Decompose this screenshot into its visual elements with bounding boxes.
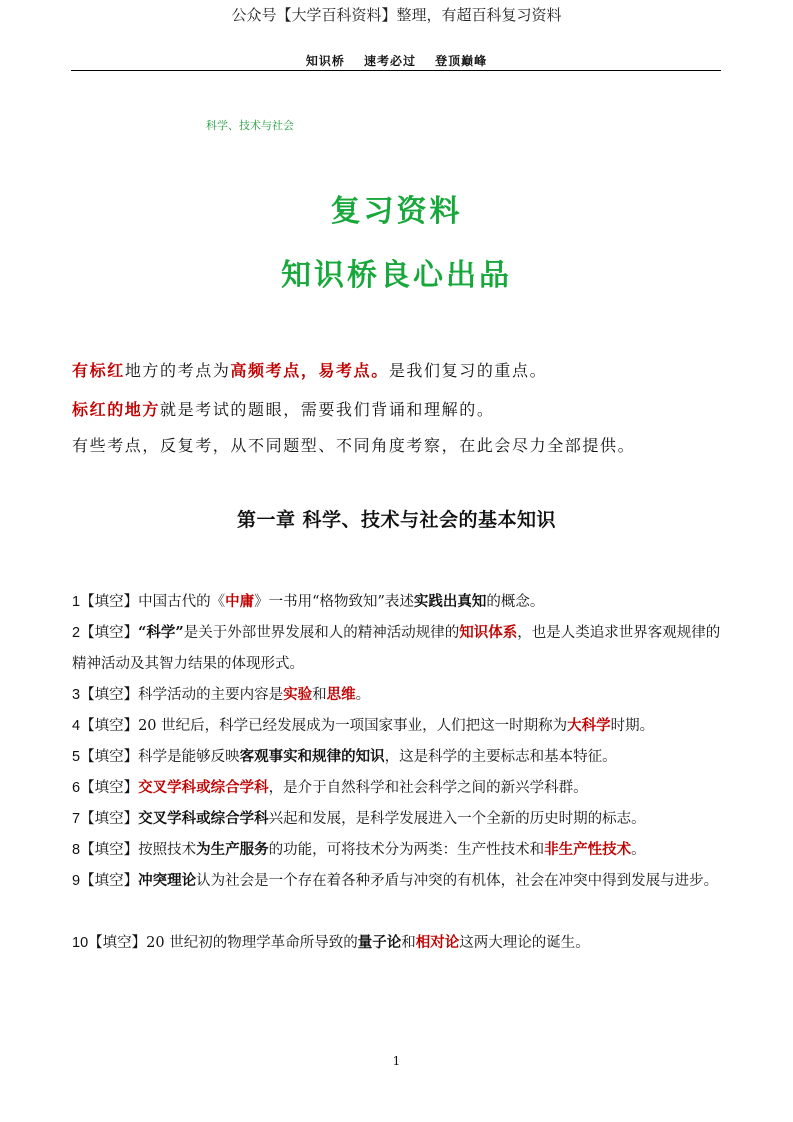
question-item [72, 741, 722, 773]
question-text: 的概念。 [486, 594, 545, 610]
notice-text: 就是考试的题眼，需要我们背诵和理解的。 [160, 400, 495, 419]
question-number: 9 [72, 873, 81, 889]
question-text: ，这是科学的主要标志和基本特征。 [384, 749, 617, 765]
question-text: 20 世纪后，科学已经发展成为一项国家事业，人们把这一时期称为 [138, 718, 568, 734]
notice-red-phrase: 标红的地方 [72, 400, 161, 419]
key-term-bold: “科学” [138, 624, 184, 641]
key-term-bold: 冲突理论 [138, 872, 197, 889]
question-type-tag: 【填空】 [80, 780, 139, 796]
key-term-red: 相对论 [415, 934, 460, 951]
question-item [72, 617, 722, 680]
key-term-red: 交叉学科或综合学科 [138, 779, 269, 796]
running-header: 知识桥 速考必过 登顶巅峰 [305, 54, 488, 68]
notice-line-1 [72, 358, 547, 381]
question-item [72, 865, 722, 897]
question-item [72, 834, 722, 866]
key-term-bold: 量子论 [357, 934, 402, 951]
question-text: 时期。 [610, 718, 655, 734]
key-term-red: 实验 [283, 686, 313, 703]
key-term-red: 大科学 [567, 717, 611, 734]
question-type-tag: 【填空】 [88, 935, 147, 951]
chapter-title: 第一章 科学、技术与社会的基本知识 [236, 509, 557, 531]
key-term-bold: 交叉学科或综合学科 [138, 810, 269, 827]
notice-red-phrase: 有标红 [72, 361, 125, 380]
question-number: 4 [72, 718, 81, 734]
question-text: 》一书用“格物致知”表述 [254, 594, 414, 610]
question-number: 5 [72, 749, 81, 765]
key-term-bold: 客观事实和规律的知识 [239, 748, 385, 765]
question-text: 。 [631, 842, 646, 858]
question-text: 和 [312, 687, 327, 703]
question-item [72, 803, 722, 835]
question-text: 。 [355, 687, 371, 703]
question-text: ，也是人类追求世界客观规律的精神活动及其智力结果的体现形式。 [72, 625, 721, 672]
question-number: 8 [72, 842, 81, 858]
key-term-bold: 实践出真知 [413, 593, 487, 610]
question-number: 2 [72, 625, 81, 641]
key-term-red: 知识体系 [459, 624, 518, 641]
question-text: 按照技术 [138, 842, 197, 858]
key-term-red: 思维 [326, 686, 356, 703]
question-number: 10 [72, 935, 89, 951]
question-type-tag: 【填空】 [80, 687, 139, 703]
question-item [72, 679, 722, 711]
question-text: 是关于外部世界发展和人的精神活动规律的 [183, 625, 460, 641]
question-type-tag: 【填空】 [80, 594, 139, 610]
question-text: 的功能，可将技术分为两类：生产性技术和 [268, 842, 545, 858]
notice-text: 地方的考点为 [124, 361, 231, 380]
page-number: 1 [392, 1054, 401, 1068]
question-item [72, 586, 722, 618]
question-number: 7 [72, 811, 81, 827]
question-type-tag: 【填空】 [80, 718, 139, 734]
question-item [72, 710, 722, 742]
notice-text: 是我们复习的重点。 [388, 361, 548, 380]
question-item [72, 772, 722, 804]
question-text: 科学是能够反映 [138, 749, 240, 765]
question-item [72, 927, 722, 959]
question-text: 科学活动的主要内容是 [138, 687, 284, 703]
question-text: 兴起和发展，是科学发展进入一个全新的历史时期的标志。 [268, 811, 646, 827]
question-text: 20 世纪初的物理学革命所导致的 [146, 935, 358, 951]
question-text: 和 [401, 935, 416, 951]
question-text: 这两大理论的诞生。 [459, 935, 590, 951]
doc-title: 复习资料 [330, 194, 463, 229]
key-term-bold: 为生产服务 [196, 841, 269, 858]
question-type-tag: 【填空】 [80, 873, 139, 889]
doc-subtitle: 知识桥良心出品 [281, 258, 512, 293]
notice-red-phrase: 高频考点，易考点。 [230, 361, 389, 380]
question-type-tag: 【填空】 [80, 749, 139, 765]
subject-label: 科学、技术与社会 [206, 119, 294, 132]
source-note: 公众号【大学百科资料】整理，有超百科复习资料 [231, 6, 562, 24]
question-number: 1 [72, 594, 81, 610]
question-type-tag: 【填空】 [80, 625, 139, 641]
notice-line-2 [72, 397, 494, 420]
question-text: 认为社会是一个存在着各种矛盾与冲突的有机体，社会在冲突中得到发展与进步。 [196, 873, 719, 889]
key-term-red: 中庸 [225, 593, 255, 610]
question-number: 3 [72, 687, 81, 703]
key-term-red: 非生产性技术 [544, 841, 632, 858]
question-text: 中国古代的《 [138, 594, 226, 610]
question-text: ，是介于自然科学和社会科学之间的新兴学科群。 [268, 780, 588, 796]
question-type-tag: 【填空】 [80, 842, 139, 858]
question-number: 6 [72, 780, 81, 796]
notice-line-3: 有些考点，反复考，从不同题型、不同角度考察，在此会尽力全部提供。 [72, 436, 636, 455]
question-type-tag: 【填空】 [80, 811, 139, 827]
header-rule [71, 70, 721, 71]
